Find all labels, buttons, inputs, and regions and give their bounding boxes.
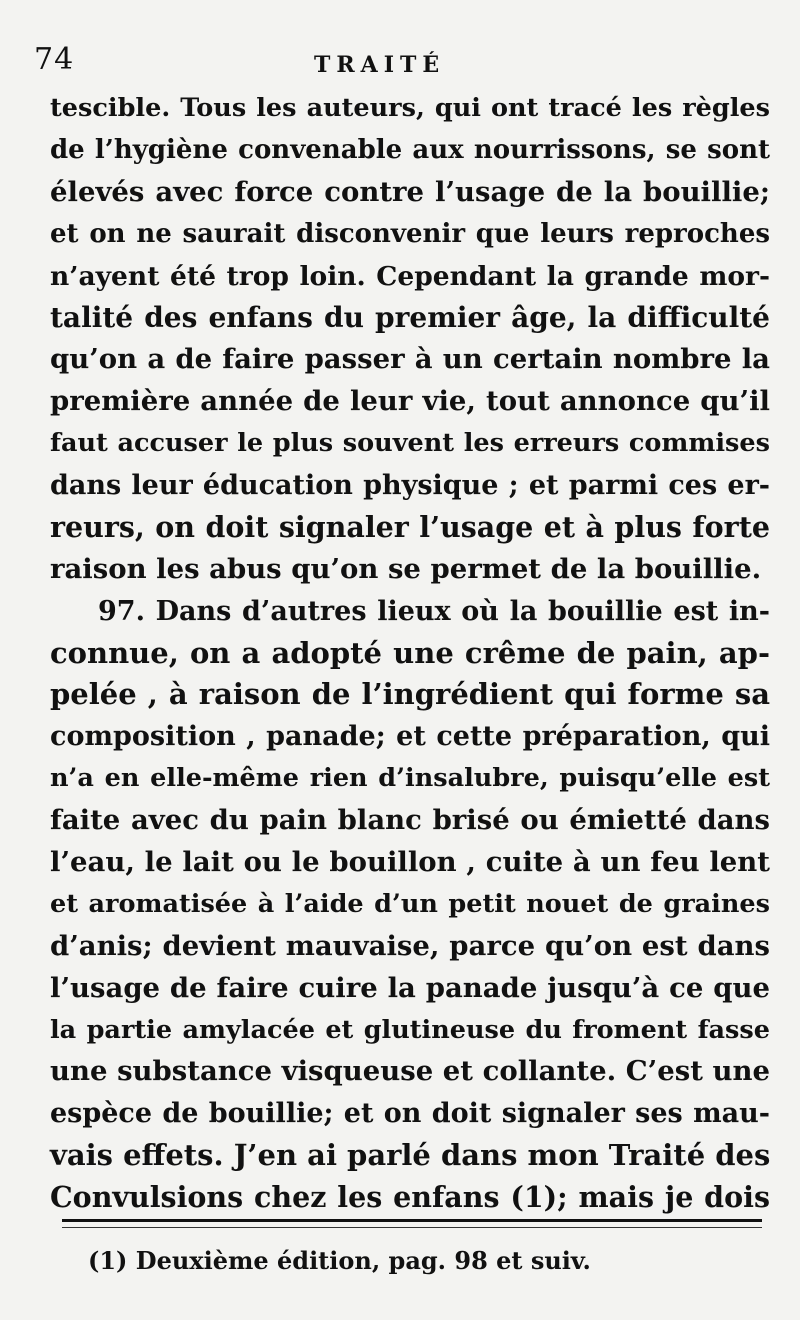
page-number: 74 bbox=[34, 42, 75, 77]
text-line: et on ne saurait disconvenir que leurs reproches bbox=[50, 218, 770, 249]
text-line: de l’hygiène convenable aux nourrissons, se sont bbox=[50, 134, 770, 165]
footnote-rule bbox=[62, 1219, 762, 1222]
text-line: faite avec du pain blanc brisé ou émietté dans bbox=[50, 804, 770, 837]
text-line: et aromatisée à l’aide d’un petit nouet de graines bbox=[50, 888, 770, 919]
page-header bbox=[34, 42, 764, 82]
text-line: faut accuser le plus souvent les erreurs commises bbox=[50, 428, 770, 459]
text-line: la partie amylacée et glutineuse du froment fasse bbox=[50, 1014, 770, 1045]
body-text bbox=[50, 88, 770, 1219]
text-line: qu’on a de faire passer à un certain nombre la bbox=[50, 343, 770, 376]
text-line: tescible. Tous les auteurs, qui ont tracé les règles bbox=[50, 93, 770, 123]
text-line: raison les abus qu’on se permet de la bouillie. bbox=[50, 552, 762, 585]
text-line: élevés avec force contre l’usage de la bouillie; bbox=[50, 175, 770, 208]
text-line: espèce de bouillie; et on doit signaler ses mau- bbox=[50, 1098, 770, 1130]
text-line: composition , panade; et cette préparation, qui bbox=[50, 721, 770, 753]
text-line: n’ayent été trop loin. Cependant la grande mor- bbox=[50, 260, 770, 292]
text-line: l’eau, le lait ou le bouillon , cuite à un feu lent bbox=[50, 846, 770, 879]
text-line: connue, on a adopté une crême de pain, ap- bbox=[50, 635, 770, 670]
text-line: d’anis; devient mauvaise, parce qu’on est dans bbox=[50, 929, 770, 962]
text-line: vais effets. J’en ai parlé dans mon Traité des bbox=[50, 1138, 771, 1173]
footnote-rule-thin bbox=[62, 1227, 762, 1228]
text-line: une substance visqueuse et collante. C’est une bbox=[50, 1055, 770, 1088]
text-line: reurs, on doit signaler l’usage et à plus forte bbox=[50, 509, 770, 544]
text-line: dans leur éducation physique ; et parmi ces er- bbox=[50, 470, 770, 502]
text-line: Convulsions chez les enfans (1); mais je dois bbox=[50, 1180, 770, 1215]
text-line: pelée , à raison de l’ingrédient qui forme sa bbox=[50, 677, 770, 712]
text-line: talité des enfans du premier âge, la difficulté bbox=[50, 301, 770, 335]
text-line: n’a en elle-même rien d’insalubre, puisqu’elle est bbox=[50, 763, 770, 794]
running-head: TRAITÉ bbox=[314, 52, 446, 78]
text-line: première année de leur vie, tout annonce qu’il bbox=[50, 385, 770, 418]
footnote: (1) Deuxième édition, pag. 98 et suiv. bbox=[88, 1246, 591, 1275]
text-line: l’usage de faire cuire la panade jusqu’à ce que bbox=[50, 971, 770, 1004]
text-line: 97. Dans d’autres lieux où la bouillie est in- bbox=[98, 595, 770, 627]
